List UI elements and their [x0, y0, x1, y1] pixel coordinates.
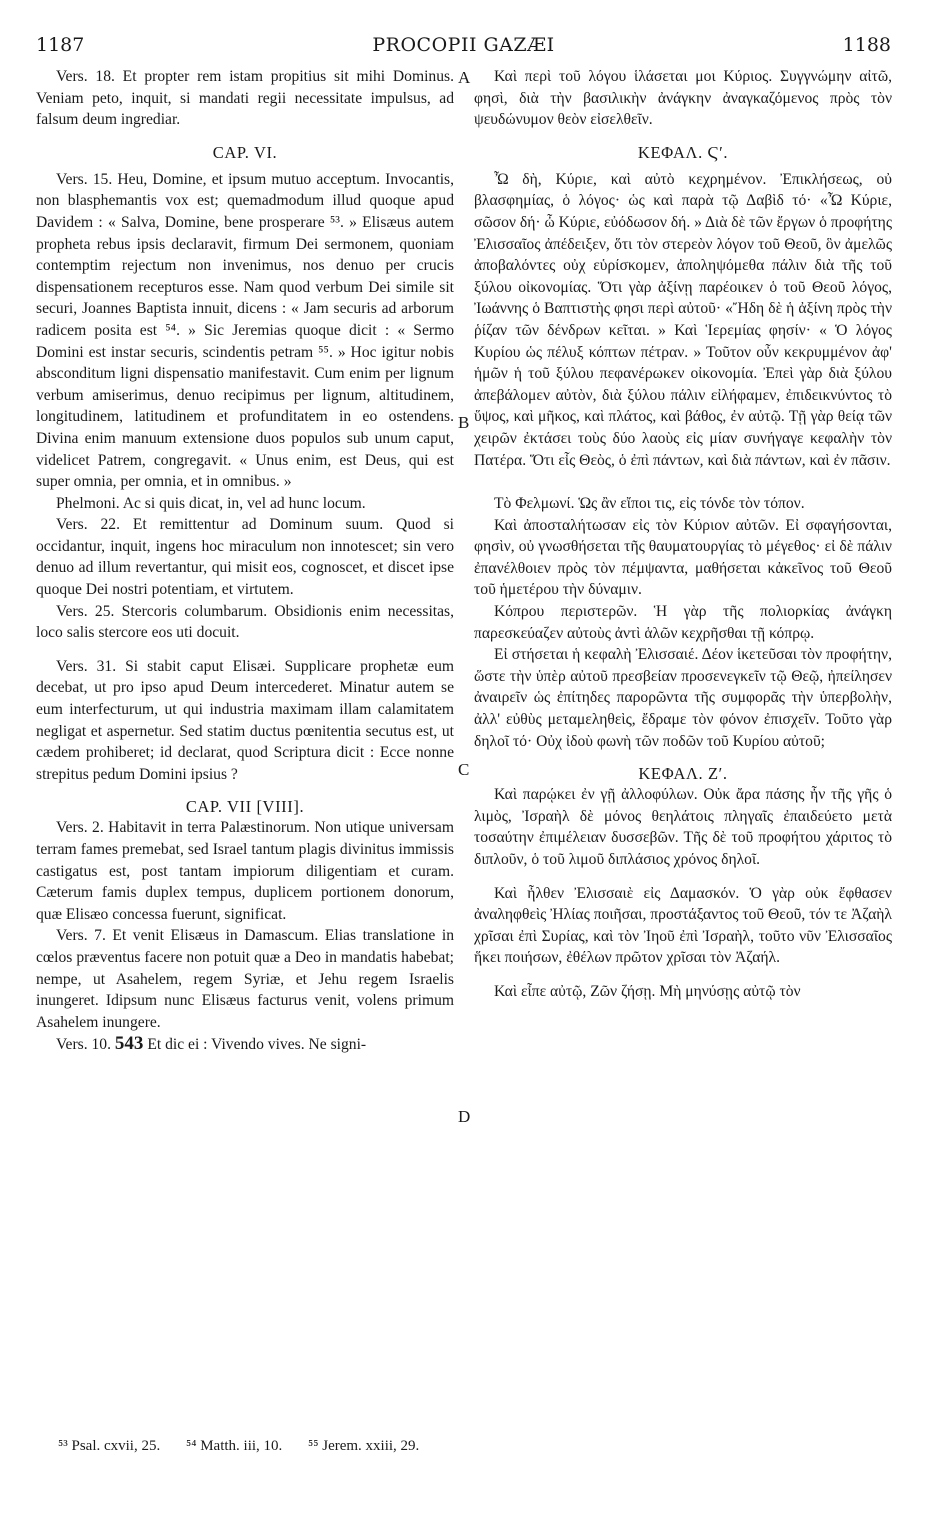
footnote-53: ⁵³ Psal. cxvii, 25. — [58, 1438, 161, 1454]
verse-text: Et dic ei : Vivendo vives. Ne signi- — [147, 1036, 367, 1054]
margin-marker-a: A — [458, 68, 471, 87]
verse-label: Vers. 10. — [56, 1036, 112, 1054]
footnote-55: ⁵⁵ Jerem. xxiii, 29. — [308, 1438, 420, 1454]
greek-paragraph: Καὶ ἦλθεν Ἐλισσαιὲ εἰς Δαμασκόν. Ὁ γὰρ οὐκ ἔφθασεν ἀναληφθεὶς Ἠλίας ποιῆσαι, προστάξαντος τοῦ Θεοῦ, τόν τε Ἀζαὴλ χρῖσαι ἐπὶ Συρίας, καὶ τὸν Ἰηοῦ ἐπὶ Ἰσραὴλ, τοῦτο νῦν Ἐλισσαῖος ἥκει ποιήσων, ἐθέλων πρῶτον χρῖσαι τὸν Ἀζαήλ. — [474, 884, 892, 967]
footnotes — [58, 1438, 858, 1455]
latin-chapter-heading: CAP. VI. — [212, 142, 278, 162]
latin-paragraph: Vers. 18. Et propter rem istam propitius sit mihi Dominus. Veniam peto, inquit, si mandati regii necessitate impulsus, ad falsum deum ingrediar. — [36, 68, 454, 129]
greek-paragraph: Καὶ ἀποσταλήτωσαν εἰς τὸν Κύριον αὐτῶν. Εἰ σφαγήσονται, φησὶν, οὐ γνωσθήσεται τῆς θαυματουργίας τὸ μέγεθος· εἰ δὲ πάλιν ἐπανέλθοιεν πρὸς τὸν πέμψαντα, μαθήσεται κἀκεῖνος τοῦ Θεοῦ τοῦ ἡμετέρου τὴν δύναμιν. — [474, 516, 892, 599]
latin-paragraph: Vers. 7. Et venit Elisæus in Damascum. Elias translatione in cœlos præventus facere non potuit quæ a Deo in mandatis habebat; nempe, ut Asahelem, regem Syriæ, et Jehu regem Israelis inungeret. Idipsum nunc Elisæus facturus venit, volens primum Asahelem inungere. — [36, 927, 454, 1031]
latin-chapter-heading: CAP. VII [VIII]. — [185, 797, 305, 817]
latin-column — [36, 66, 454, 1056]
margin-marker-b: B — [458, 413, 470, 432]
latin-paragraph — [36, 1033, 454, 1056]
latin-paragraph: Vers. 15. Heu, Domine, et ipsum mutuo acceptum. Invocantis, non blasphemantis vox est; quemadmodum illud quoque apud Davidem : « Salva, Domine, bene prosperare ⁵³. » Elisæus autem propheta rebus ipsis declaravit, firmum Dei sermonem, quoniam contemptim rejectum non invenimus, nos denuo per crucis dispensationem recepturos esse. Nam quod verbum Dei simile sit securi, Joannes Baptista innuit, dicens : « Jam securis ad arborum radicem posita est ⁵⁴. » Sic Jeremias quoque dicit : « Sermo Domini est instar securis, scindentis petram ⁵⁵. » Hoc igitur nobis absconditum ligni dispensatio manifestavit. Cum enim per lignum verbum amiserimus, denuo recipimus per lignum, altitudinem, longitudinem, latitudinem et profunditatem in eo ostendens. Divina enim manuum extensione duos populos sub unum caput, videlicet Patrem, congregavit. « Unus enim, est Deus, qui est super omnia, per omnia, et in omnibus. » — [36, 170, 454, 491]
latin-paragraph: Vers. 22. Et remittentur ad Dominum suum. Quod si occidantur, inquit, ingens hoc miraculum non innotescet; sin vero denuo ad illum revertantur, qui misit eos, cognoscet, et discet ipse quoque Dei nostri potentiam, et virtutem. — [36, 516, 454, 599]
running-title: PROCOPII GAZÆI — [372, 34, 555, 56]
greek-paragraph: Καὶ παρῴκει ἐν γῇ ἀλλοφύλων. Οὐκ ἄρα πάσης ἦν τῆς γῆς ὁ λιμὸς, Ἰσραὴλ δὲ μόνος θεηλάτοις πληγαῖς ἐπαιδεύετο μετὰ τοσαύτην ἐπιμέλειαν δυσσεβῶν. Τῆς δὲ τοῦ προφήτου χάριτος τὸ διπλοῦν, ὁ τοῦ λιμοῦ διπλάσιος χρόνος δηλοῖ. — [474, 786, 892, 868]
latin-paragraph: Vers. 25. Stercoris columbarum. Obsidionis enim necessitas, loco salis stercore eos uti docuit. — [36, 602, 454, 642]
page-header — [36, 34, 891, 62]
greek-paragraph: Ὦ δὴ, Κύριε, καὶ αὐτὸ κεχρημένον. Ἐπικλήσεως, οὐ βλασφημίας, ὁ λόγος· ὡς καὶ παρὰ τῷ Δαβὶδ τό· «Ὦ Κύριε, σῶσον δή· ὦ Κύριε, εὐόδωσον δή. » Διὰ δὲ τῶν ἔργων ὁ προφήτης Ἐλισσαῖος ἀπέδειξεν, ὅτι τὸν στερεὸν λόγον τοῦ Θεοῦ, ὃν ἀμελῶς ἀποβαλόντες οὐχ εὑρίσκομεν, ἀποληψόμεθα πάλιν διὰ τῆς τοῦ ξύλου οἰκονομίας. Ὅτι γὰρ ἀξίνῃ παρέοικεν ὁ τοῦ Θεοῦ λόγος, Ἰωάννης ὁ Βαπτιστὴς φησι περὶ αὐτοῦ· «Ἤδη δὲ ἡ ἀξίνη πρὸς τὴν ῥίζαν τῶν δένδρων κεῖται. » Καὶ Ἱερεμίας φησίν· « Ὁ λόγος Κυρίου ὡς πέλυξ κόπτων πέτραν. » Τοῦτον οὖν κεκρυμμένον ἀφ' ἡμῶν ἡ τοῦ ξύλου πεφανέρωκεν οἰκονομία. Ἐπεὶ γὰρ διὰ ξύλου ἀπεβάλομεν αὐτὸν, διὰ ξύλου πάλιν εἰλήφαμεν, ἐπιδεικνύντος τὸ ὕψος, καὶ μῆκος, καὶ πλάτος, καὶ βάθος, ἐν αὐτῷ. Τῇ γὰρ θείᾳ τῶν χειρῶν ἐκτάσει τοὺς δύο λαοὺς εἰς μίαν συνήγαγε κεφαλὴν τὸν Πατέρα. Ὅτι εἷς Θεὸς, ὁ ἐπὶ πάντων, καὶ διὰ πάντων, καὶ ἐν πᾶσιν. — [474, 170, 892, 469]
greek-paragraph: Καὶ περὶ τοῦ λόγου ἱλάσεται μοι Κύριος. Συγγνώμην αἰτῶ, φησὶ, διὰ τὴν βασιλικὴν ἀνάγκην ἀναγκαζόμενος πρὸς τὸν ψευδώνυμον θεὸν εἰσελθεῖν. — [474, 68, 892, 129]
greek-paragraph: Καὶ εἶπε αὐτῷ, Ζῶν ζήσῃ. Μὴ μηνύσῃς αὐτῷ τὸν — [494, 982, 801, 1000]
page-number-left: 1187 — [36, 34, 85, 56]
greek-chapter-heading: ΚΕΦΑΛ. Ϛʹ. — [637, 142, 729, 162]
greek-paragraph: Εἰ στήσεται ἡ κεφαλὴ Ἐλισσαιέ. Δέον ἱκετεῦσαι τὸν προφήτην, ὥστε τὴν ὑπὲρ αὐτοῦ πρεσβείαν προσενεγκεῖν τῷ Θεῷ, ἠπείλησεν ἀναιρεῖν ὡς ἐπίτηδες παρορῶντα τῆς συμφορᾶς τὴν ὑπερβολὴν, ἀλλ' εὐθὺς μεταμεληθεὶς, ἔδραμε τὸν φόνον ἐπισχεῖν. Τοῦτο γὰρ δηλοῖ τό· Οὐχ ἰδοὺ φωνὴ τῶν ποδῶν τοῦ Κυρίου αὐτοῦ; — [474, 646, 892, 750]
margin-marker-d: D — [458, 1107, 471, 1126]
greek-chapter-heading: ΚΕΦΑΛ. Ζʹ. — [638, 764, 728, 784]
footnote-54: ⁵⁴ Matth. iii, 10. — [185, 1438, 283, 1454]
margin-marker-c: C — [458, 760, 470, 779]
latin-paragraph: Vers. 2. Habitavit in terra Palæstinorum. Non utique universam terram fames premebat, sed Israel tantum plagis divinitus immissis castigatus est, post tantam impiorum diligentiam et curam. Cæterum famis duplex tempus, duplicem portionem donorum, quæ Elisæo concessa fuerunt, significat. — [36, 819, 454, 923]
greek-paragraph: Κόπρου περιστερῶν. Ἡ γὰρ τῆς πολιορκίας ἀνάγκη παρεσκεύαζεν αὐτοὺς ἀντὶ ἁλῶν κεχρῆσθαι τῇ κόπρῳ. — [474, 603, 892, 642]
greek-paragraph: Τὸ Φελμωνί. Ὡς ἂν εἴποι τις, εἰς τόνδε τὸν τόπον. — [494, 495, 805, 513]
latin-paragraph: Phelmoni. Ac si quis dicat, in, vel ad hunc locum. — [56, 494, 366, 512]
greek-column — [474, 66, 892, 1003]
latin-paragraph: Vers. 31. Si stabit caput Elisæi. Supplicare prophetæ eum decebat, ut pro ipso apud Deum intercederet. Minatur autem se eum interfecturum, ut qui industria maximam illam calamitatem negligat et aspernetur. Sed statim ductus pœnitentia secutus est, ut cædem prohiberet; id declarat, quod Scriptura dicit : Ecce nonne strepitus pedum Domini ipsius ? — [36, 657, 454, 783]
column-number: 543 — [114, 1033, 144, 1055]
page-number-right: 1188 — [842, 34, 891, 56]
